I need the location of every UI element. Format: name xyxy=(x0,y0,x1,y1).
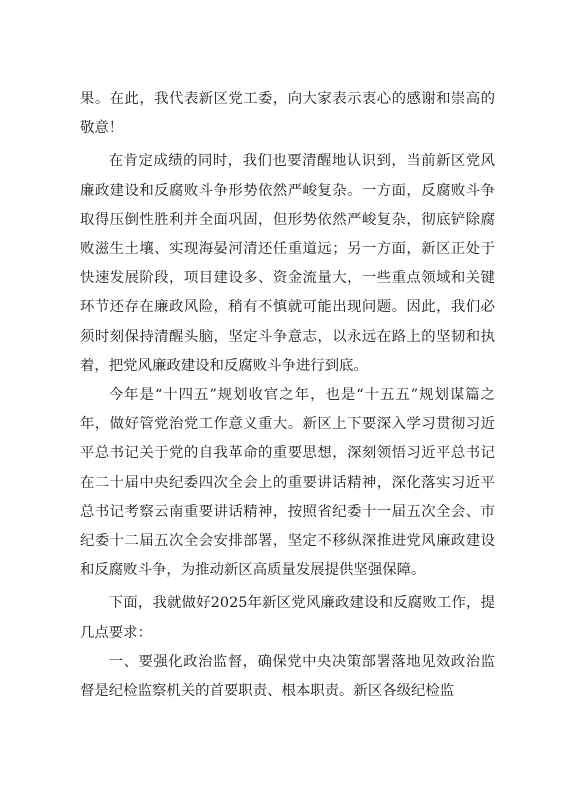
document-body xyxy=(80,85,495,706)
paragraph-continuation: 果。在此，我代表新区党工委，向大家表示衷心的感谢和崇高的敬意！ xyxy=(80,91,495,137)
paragraph-annual-significance: 今年是“十四五”规划收官之年，也是“十五五”规划谋篇之年，做好管党治党工作意义重大。新区上下要深入学习贯彻习近平总书记关于党的自我革命的重要思想，深刻领悟习近平总书记在二十届中央纪委四次全会上的重要讲话精神，深化落实习近平总书记考察云南重要讲话精神，按照省纪委十一届五次全会、市纪委十二届五次全会安排部署，坚定不移纵深推进党风廉政建设和反腐败斗争，为推动新区高质量发展提供坚强保障。 xyxy=(80,387,495,579)
paragraph-requirements-intro: 下面，我就做好2025年新区党风廉政建设和反腐败工作，提几点要求： xyxy=(80,595,495,641)
paragraph-situation-analysis: 在肯定成绩的同时，我们也要清醒地认识到，当前新区党风廉政建设和反腐败斗争形势依然严峻复杂。一方面，反腐败斗争取得压倒性胜利并全面巩固，但形势依然严峻复杂，彻底铲除腐败滋生土壤、实现海晏河清还任重道远；另一方面，新区正处于快速发展阶段，项目建设多、资金流量大，一些重点领域和关键环节还存在廉政风险，稍有不慎就可能出现问题。因此，我们必须时刻保持清醒头脑，坚定斗争意志，以永远在路上的坚韧和执着，把党风廉政建设和反腐败斗争进行到底。 xyxy=(80,153,495,374)
paragraph-requirement-one: 一、要强化政治监督，确保党中央决策部署落地见效政治监督是纪检监察机关的首要职责、根本职责。新区各级纪检监 xyxy=(80,653,495,700)
